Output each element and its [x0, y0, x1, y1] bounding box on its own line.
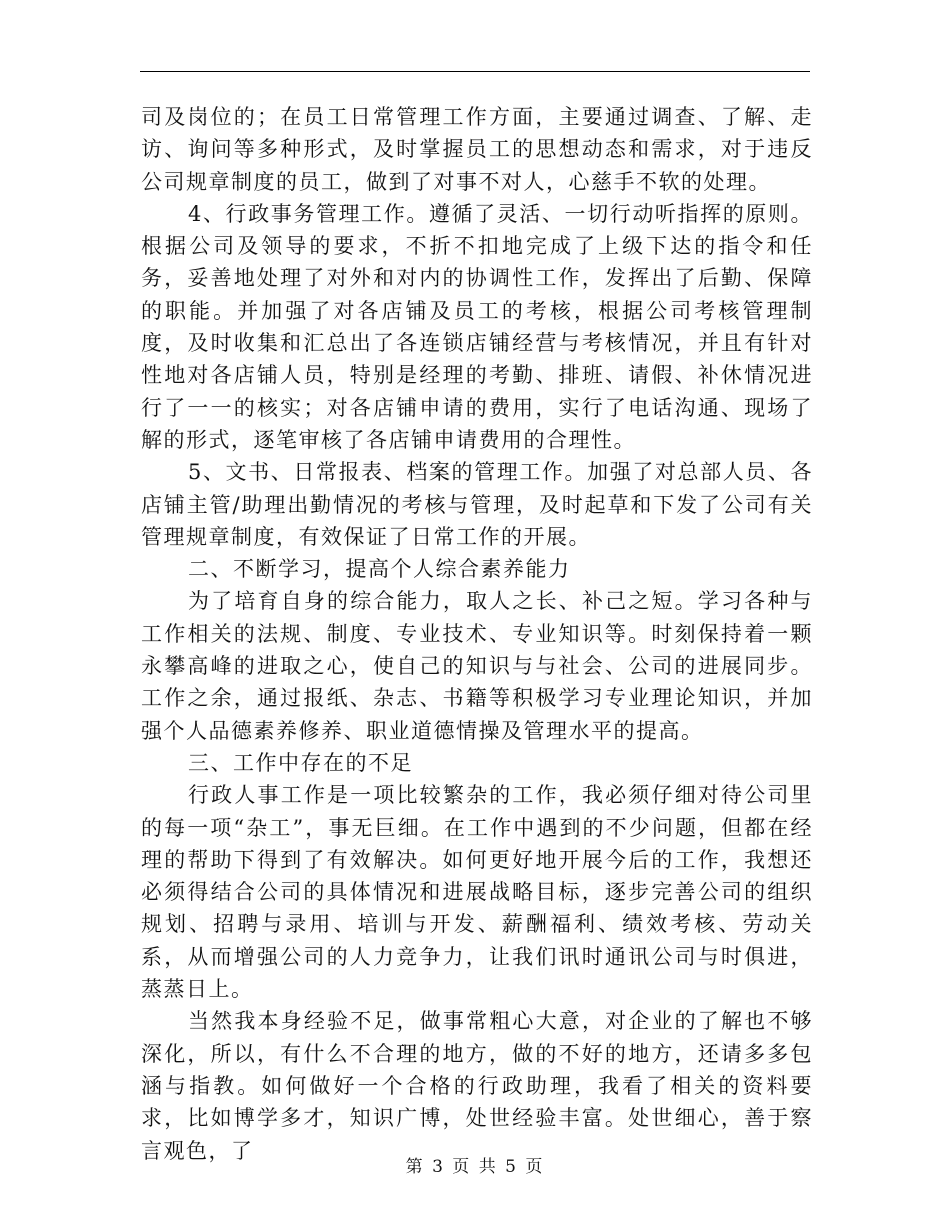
document-body: [141, 101, 813, 1167]
paragraph-1: 司及岗位的；在员工日常管理工作方面，主要通过调查、了解、走访、询问等多种形式，及时掌握员工的思想动态和需求，对于违反公司规章制度的员工，做到了对事不对人，心慈手不软的处理。: [141, 105, 813, 194]
paragraph-5: 行政人事工作是一项比较繁杂的工作，我必须仔细对待公司里的每一项“杂工”，事无巨细。在工作中遇到的不少问题，但都在经理的帮助下得到了有效解决。如何更好地开展今后的工作，我想还必须得结合公司的具体情况和进展战略目标，逐步完善公司的组织规划、招聘与录用、培训与开发、薪酬福利、绩效考核、劳动关系，从而增强公司的人力竞争力，让我们讯时通讯公司与时俱进，蒸蒸日上。: [141, 783, 813, 1002]
page-number-footer: 第 3 页 共 5 页: [405, 1157, 545, 1177]
header-rule: [140, 71, 810, 72]
paragraph-2: 4、行政事务管理工作。遵循了灵活、一切行动听指挥的原则。根据公司及领导的要求，不折不扣地完成了上级下达的指令和任务，妥善地处理了对外和对内的协调性工作，发挥出了后勤、保障的职能。并加强了对各店铺及员工的考核，根据公司考核管理制度，及时收集和汇总出了各连锁店铺经营与考核情况，并且有针对性地对各店铺人员，特别是经理的考勤、排班、请假、补休情况进行了一一的核实；对各店铺申请的费用，实行了电话沟通、现场了解的形式，逐笔审核了各店铺申请费用的合理性。: [141, 201, 813, 452]
paragraph-6: 当然我本身经验不足，做事常粗心大意，对企业的了解也不够深化，所以，有什么不合理的地方，做的不好的地方，还请多多包涵与指教。如何做好一个合格的行政助理，我看了相关的资料要求，比如博学多才，知识广博，处世经验丰富。处世细心，善于察言观色，了: [141, 1009, 813, 1163]
paragraph-4: 为了培育自身的综合能力，取人之长、补己之短。学习各种与工作相关的法规、制度、专业技术、专业知识等。时刻保持着一颗永攀高峰的进取之心，使自己的知识与与社会、公司的进展同步。工作之余，通过报纸、杂志、书籍等积极学习专业理论知识，并加强个人品德素养修养、职业道德情操及管理水平的提高。: [141, 589, 813, 743]
section-heading-3: 三、工作中存在的不足: [188, 750, 413, 775]
paragraph-3: 5、文书、日常报表、档案的管理工作。加强了对总部人员、各店铺主管/助理出勤情况的考核与管理，及时起草和下发了公司有关管理规章制度，有效保证了日常工作的开展。: [141, 460, 813, 549]
section-heading-2: 二、不断学习，提高个人综合素养能力: [188, 557, 571, 582]
